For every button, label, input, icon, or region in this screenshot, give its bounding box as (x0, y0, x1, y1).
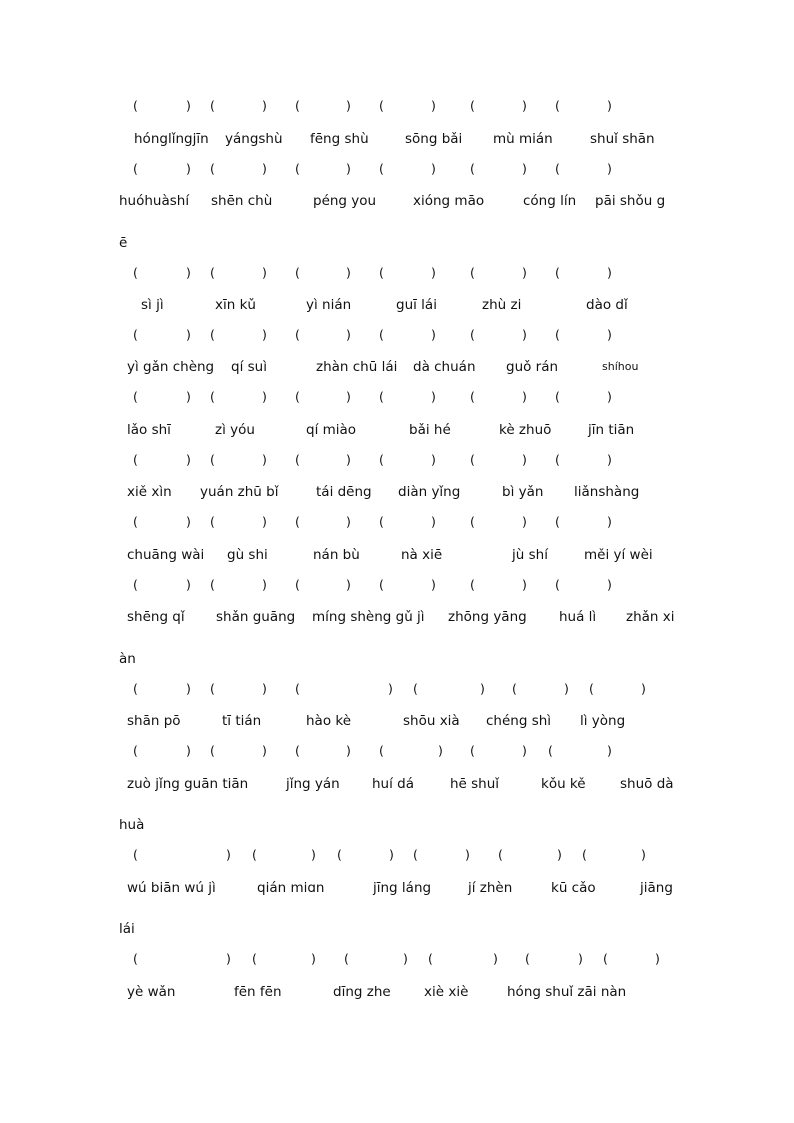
paren-open: ( (133, 161, 138, 176)
pinyin-row-6 (0, 482, 794, 504)
pinyin-word: qí suì (231, 359, 267, 375)
paren-close: ) (655, 951, 660, 966)
pinyin-word: lǎo shī (127, 422, 171, 438)
paren-close: ) (522, 265, 527, 280)
paren-open: ( (210, 577, 215, 592)
paren-close: ) (262, 452, 267, 467)
paren-close: ) (346, 577, 351, 592)
pinyin-word: guǒ rán (506, 359, 559, 375)
paren-open: ( (133, 847, 138, 862)
paren-close: ) (346, 98, 351, 113)
pinyin-word: hónglǐngjīn (134, 131, 209, 147)
paren-close: ) (431, 265, 436, 280)
pinyin-word: kè zhuō (499, 422, 552, 438)
paren-open: ( (555, 577, 560, 592)
paren-close: ) (389, 847, 394, 862)
pinyin-word: sì jì (141, 297, 164, 313)
paren-open: ( (589, 681, 594, 696)
paren-row-1 (0, 96, 794, 118)
pinyin-word: xiè xiè (424, 984, 469, 1000)
paren-open: ( (555, 514, 560, 529)
paren-close: ) (262, 161, 267, 176)
pinyin-row-3 (0, 295, 794, 317)
paren-close: ) (522, 161, 527, 176)
pinyin-word: míng shèng gǔ jì (312, 609, 425, 625)
pinyin-word: yè wǎn (127, 984, 176, 1000)
paren-open: ( (210, 98, 215, 113)
paren-open: ( (133, 514, 138, 529)
paren-open: ( (210, 389, 215, 404)
paren-open: ( (548, 743, 553, 758)
paren-open: ( (133, 452, 138, 467)
pinyin-word: kǒu kě (541, 776, 586, 792)
pinyin-word: ē (119, 235, 128, 251)
pinyin-word: nán bù (313, 547, 360, 563)
paren-close: ) (431, 389, 436, 404)
pinyin-word: zuò jǐng guān tiān (127, 776, 249, 792)
paren-close: ) (564, 681, 569, 696)
paren-open: ( (295, 681, 300, 696)
paren-open: ( (470, 265, 475, 280)
paren-close: ) (346, 452, 351, 467)
pinyin-row-10 (0, 774, 794, 796)
paren-close: ) (186, 161, 191, 176)
pinyin-word: hē shuǐ (450, 776, 500, 792)
paren-close: ) (226, 951, 231, 966)
paren-open: ( (210, 514, 215, 529)
pinyin-word: xióng māo (413, 193, 485, 209)
paren-open: ( (210, 452, 215, 467)
pinyin-word: jí zhèn (468, 880, 513, 896)
pinyin-word: měi yí wèi (584, 547, 653, 563)
pinyin-word: pāi shǒu g (595, 193, 666, 209)
paren-open: ( (295, 327, 300, 342)
paren-open: ( (379, 743, 384, 758)
paren-row-10 (0, 741, 794, 763)
pinyin-wrap-10 (0, 815, 794, 837)
paren-close: ) (607, 389, 612, 404)
paren-open: ( (295, 265, 300, 280)
pinyin-wrap-2 (0, 233, 794, 255)
paren-row-12 (0, 949, 794, 971)
paren-open: ( (428, 951, 433, 966)
paren-close: ) (346, 514, 351, 529)
paren-close: ) (431, 452, 436, 467)
pinyin-word: àn (119, 651, 136, 667)
pinyin-word: yì nián (306, 297, 352, 313)
pinyin-word: kū cǎo (551, 880, 596, 896)
paren-open: ( (379, 577, 384, 592)
paren-close: ) (311, 951, 316, 966)
paren-close: ) (186, 577, 191, 592)
paren-close: ) (186, 98, 191, 113)
paren-open: ( (295, 577, 300, 592)
paren-close: ) (311, 847, 316, 862)
paren-row-2 (0, 159, 794, 181)
pinyin-word: mù mián (493, 131, 553, 147)
paren-close: ) (346, 265, 351, 280)
paren-open: ( (470, 577, 475, 592)
paren-close: ) (438, 743, 443, 758)
pinyin-word: hóng shuǐ zāi nàn (507, 984, 627, 1000)
pinyin-word: huóhuàshí (119, 193, 190, 209)
pinyin-word: fēng shù (310, 131, 369, 147)
paren-row-8 (0, 575, 794, 597)
paren-close: ) (226, 847, 231, 862)
paren-open: ( (133, 951, 138, 966)
paren-close: ) (522, 514, 527, 529)
paren-close: ) (262, 327, 267, 342)
paren-open: ( (379, 389, 384, 404)
paren-open: ( (470, 161, 475, 176)
paren-close: ) (431, 98, 436, 113)
pinyin-word: liǎnshàng (574, 484, 640, 500)
paren-close: ) (262, 681, 267, 696)
pinyin-word: jīng láng (373, 880, 432, 896)
paren-open: ( (413, 847, 418, 862)
paren-open: ( (470, 452, 475, 467)
pinyin-word: zhǎn xi (626, 609, 675, 625)
pinyin-word: huá lì (559, 609, 597, 625)
pinyin-row-8 (0, 607, 794, 629)
paren-open: ( (210, 743, 215, 758)
pinyin-word: jù shí (512, 547, 548, 563)
pinyin-word: wú biān wú jì (127, 880, 216, 896)
paren-close: ) (522, 452, 527, 467)
paren-close: ) (186, 681, 191, 696)
paren-open: ( (337, 847, 342, 862)
paren-open: ( (133, 577, 138, 592)
pinyin-word: jiāng (640, 880, 673, 896)
pinyin-word: tái dēng (316, 484, 372, 500)
pinyin-word: huà (119, 817, 145, 833)
pinyin-word: zhōng yāng (448, 609, 527, 625)
paren-close: ) (262, 389, 267, 404)
paren-open: ( (133, 389, 138, 404)
pinyin-word: xīn kǔ (215, 297, 256, 313)
paren-close: ) (578, 951, 583, 966)
pinyin-row-7 (0, 545, 794, 567)
paren-close: ) (262, 743, 267, 758)
paren-close: ) (607, 327, 612, 342)
paren-close: ) (493, 951, 498, 966)
pinyin-word: péng you (313, 193, 377, 209)
pinyin-word: lái (119, 921, 135, 937)
paren-open: ( (555, 452, 560, 467)
paren-open: ( (295, 514, 300, 529)
pinyin-row-5 (0, 420, 794, 442)
pinyin-word: yì gǎn chèng (127, 359, 215, 375)
paren-close: ) (522, 389, 527, 404)
paren-open: ( (470, 327, 475, 342)
paren-close: ) (607, 577, 612, 592)
pinyin-word: fēn fēn (234, 984, 282, 1000)
paren-open: ( (525, 951, 530, 966)
pinyin-word: hào kè (306, 713, 352, 729)
pinyin-word: shuǐ shān (590, 131, 655, 147)
pinyin-wrap-8 (0, 649, 794, 671)
paren-open: ( (210, 681, 215, 696)
pinyin-word: cóng lín (523, 193, 577, 209)
paren-open: ( (252, 847, 257, 862)
paren-close: ) (262, 265, 267, 280)
paren-close: ) (607, 265, 612, 280)
paren-open: ( (252, 951, 257, 966)
paren-open: ( (470, 743, 475, 758)
paren-open: ( (555, 327, 560, 342)
paren-close: ) (431, 161, 436, 176)
paren-open: ( (379, 327, 384, 342)
paren-close: ) (641, 681, 646, 696)
pinyin-row-9 (0, 711, 794, 733)
pinyin-row-12 (0, 982, 794, 1004)
pinyin-word: chuāng wài (127, 547, 205, 563)
paren-row-3 (0, 263, 794, 285)
paren-open: ( (512, 681, 517, 696)
paren-open: ( (133, 98, 138, 113)
paren-close: ) (607, 452, 612, 467)
paren-open: ( (379, 265, 384, 280)
paren-open: ( (555, 161, 560, 176)
paren-open: ( (470, 98, 475, 113)
paren-close: ) (522, 98, 527, 113)
paren-row-11 (0, 845, 794, 867)
pinyin-wrap-11 (0, 919, 794, 941)
paren-close: ) (431, 514, 436, 529)
pinyin-word: dào dǐ (586, 297, 628, 313)
paren-open: ( (210, 327, 215, 342)
pinyin-word: shǎn guāng (216, 609, 296, 625)
paren-close: ) (186, 389, 191, 404)
paren-close: ) (262, 98, 267, 113)
paren-open: ( (210, 265, 215, 280)
paren-close: ) (607, 98, 612, 113)
paren-open: ( (295, 452, 300, 467)
pinyin-word: yángshù (225, 131, 283, 147)
paren-open: ( (295, 743, 300, 758)
paren-close: ) (346, 161, 351, 176)
paren-open: ( (295, 389, 300, 404)
paren-close: ) (522, 743, 527, 758)
pinyin-word: qián miɑn (257, 880, 325, 896)
paren-close: ) (388, 681, 393, 696)
pinyin-word: gù shi (227, 547, 268, 563)
paren-open: ( (413, 681, 418, 696)
pinyin-word: yuán zhū bǐ (200, 484, 279, 500)
paren-open: ( (133, 327, 138, 342)
paren-row-7 (0, 512, 794, 534)
paren-close: ) (522, 577, 527, 592)
paren-close: ) (186, 452, 191, 467)
paren-close: ) (641, 847, 646, 862)
pinyin-row-1 (0, 129, 794, 151)
pinyin-word: zì yóu (215, 422, 255, 438)
paren-close: ) (346, 389, 351, 404)
paren-row-9 (0, 679, 794, 701)
paren-open: ( (133, 681, 138, 696)
paren-open: ( (603, 951, 608, 966)
pinyin-word: shōu xià (403, 713, 460, 729)
pinyin-word: bì yǎn (502, 484, 544, 500)
paren-open: ( (555, 98, 560, 113)
pinyin-word: shān pō (127, 713, 181, 729)
paren-row-6 (0, 450, 794, 472)
pinyin-word: huí dá (372, 776, 414, 792)
pinyin-word: nà xiē (401, 547, 443, 563)
paren-close: ) (262, 514, 267, 529)
paren-close: ) (186, 265, 191, 280)
pinyin-word: dīng zhe (333, 984, 391, 1000)
pinyin-word: jǐng yán (286, 776, 340, 792)
paren-open: ( (498, 847, 503, 862)
pinyin-word: guī lái (396, 297, 437, 313)
pinyin-row-11 (0, 878, 794, 900)
paren-close: ) (431, 327, 436, 342)
paren-close: ) (480, 681, 485, 696)
paren-open: ( (210, 161, 215, 176)
paren-close: ) (186, 743, 191, 758)
pinyin-word: tī tián (222, 713, 262, 729)
pinyin-word: xiě xìn (127, 484, 172, 500)
paren-close: ) (607, 161, 612, 176)
paren-open: ( (344, 951, 349, 966)
paren-open: ( (555, 265, 560, 280)
paren-close: ) (346, 743, 351, 758)
paren-open: ( (133, 265, 138, 280)
pinyin-word: qí miào (306, 422, 357, 438)
paren-close: ) (186, 514, 191, 529)
paren-row-5 (0, 387, 794, 409)
paren-close: ) (262, 577, 267, 592)
paren-close: ) (522, 327, 527, 342)
paren-open: ( (470, 514, 475, 529)
paren-open: ( (133, 743, 138, 758)
paren-open: ( (295, 98, 300, 113)
paren-close: ) (607, 743, 612, 758)
pinyin-row-2 (0, 191, 794, 213)
paren-open: ( (470, 389, 475, 404)
pinyin-word: shíhou (602, 360, 639, 373)
pinyin-word: shuō dà (620, 776, 674, 792)
pinyin-word: shēng qǐ (127, 609, 185, 625)
pinyin-word: lì yòng (580, 713, 626, 729)
paren-close: ) (346, 327, 351, 342)
pinyin-word: chéng shì (486, 713, 552, 729)
pinyin-word: diàn yǐng (398, 484, 461, 500)
paren-open: ( (555, 389, 560, 404)
paren-open: ( (379, 514, 384, 529)
paren-close: ) (557, 847, 562, 862)
paren-open: ( (582, 847, 587, 862)
pinyin-word: zhù zi (482, 297, 522, 313)
paren-open: ( (379, 161, 384, 176)
paren-close: ) (186, 327, 191, 342)
paren-close: ) (403, 951, 408, 966)
pinyin-word: sōng bǎi (405, 131, 463, 147)
pinyin-word: dà chuán (413, 359, 476, 375)
paren-close: ) (607, 514, 612, 529)
paren-open: ( (379, 452, 384, 467)
paren-open: ( (379, 98, 384, 113)
pinyin-word: zhàn chū lái (316, 359, 398, 375)
pinyin-word: shēn chù (211, 193, 273, 209)
pinyin-row-4 (0, 357, 794, 379)
pinyin-word: jīn tiān (588, 422, 635, 438)
paren-close: ) (465, 847, 470, 862)
paren-open: ( (295, 161, 300, 176)
paren-close: ) (431, 577, 436, 592)
pinyin-word: bǎi hé (409, 422, 451, 438)
paren-row-4 (0, 325, 794, 347)
